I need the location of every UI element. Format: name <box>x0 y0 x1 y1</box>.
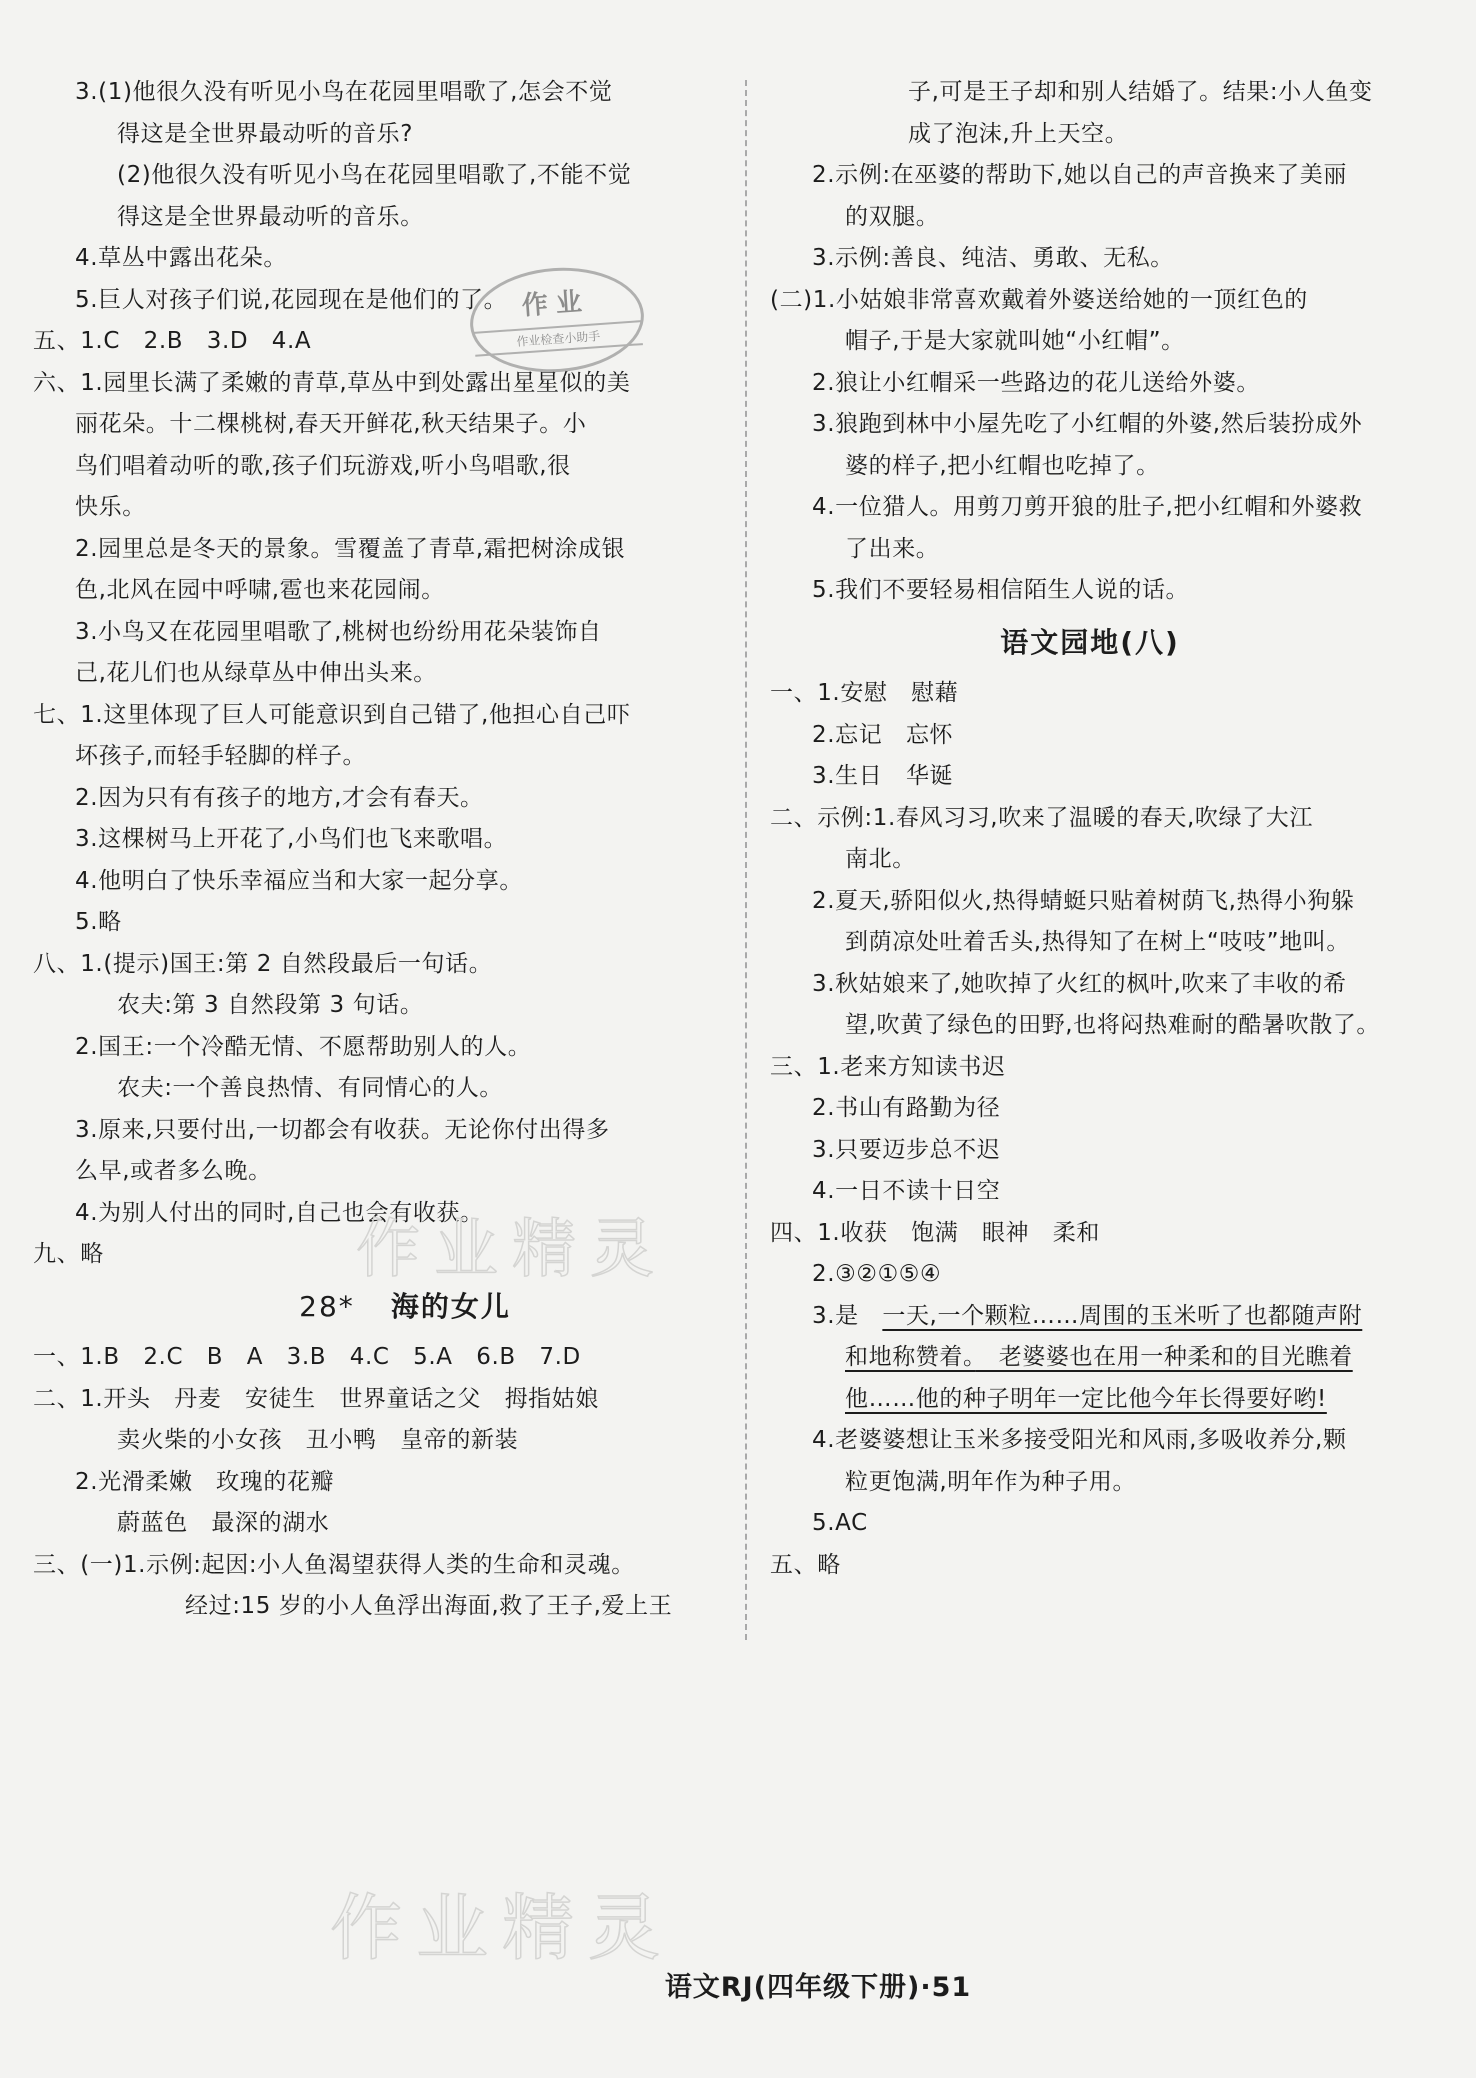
answer-line: 2.狼让小红帽采一些路边的花儿送给外婆。 <box>812 369 1260 396</box>
answer-line: 二、示例:1.春风习习,吹来了温暖的春天,吹绿了大江 <box>770 804 1313 831</box>
answer-line: 2.光滑柔嫩 玫瑰的花瓣 <box>75 1468 335 1495</box>
section-title: 海的女儿 <box>390 1289 511 1323</box>
answer-line: 七、1.这里体现了巨人可能意识到自己错了,他担心自己吓 <box>33 701 631 728</box>
answer-line: 了出来。 <box>845 535 940 562</box>
answer-line: 5.巨人对孩子们说,花园现在是他们的了。 <box>75 286 508 313</box>
answer-line: 2.因为只有有孩子的地方,才会有春天。 <box>75 784 484 811</box>
answer-line: 经过:15 岁的小人鱼浮出海面,救了王子,爱上王 <box>185 1593 673 1619</box>
answer-line: 3.小鸟又在花园里唱歌了,桃树也纷纷用花朵装饰自 <box>75 618 602 645</box>
answer-line: 三、(一)1.示例:起因:小人鱼渴望获得人类的生命和灵魂。 <box>33 1551 635 1578</box>
answer-line: 一、1.B 2.C B A 3.B 4.C 5.A 6.B 7.D <box>33 1344 581 1370</box>
answer-line: 三、1.老来方知读书迟 <box>770 1053 1006 1080</box>
answer-line: 4.老婆婆想让玉米多接受阳光和风雨,多吸收养分,颗 <box>812 1427 1347 1453</box>
answer-line: 3.秋姑娘来了,她吹掉了火红的枫叶,吹来了丰收的希 <box>812 970 1347 997</box>
right-column <box>770 72 1410 1586</box>
section-number: 28* <box>299 1289 355 1323</box>
answer-line: 八、1.(提示)国王:第 2 自然段最后一句话。 <box>33 950 493 977</box>
answer-line: (2)他很久没有听见小鸟在花园里唱歌了,不能不觉 <box>117 162 632 188</box>
answer-line: 到荫凉处吐着舌头,热得知了在树上“吱吱”地叫。 <box>845 929 1350 955</box>
answer-line: 婆的样子,把小红帽也吃掉了。 <box>845 452 1160 479</box>
answer-line: 丽花朵。十二棵桃树,春天开鲜花,秋天结果子。小 <box>75 411 587 437</box>
answer-line: 成了泡沫,升上天空。 <box>908 120 1129 147</box>
answer-line <box>770 1337 1410 1379</box>
underlined-sentence: 他……他的种子明年一定比他今年长得要好哟! <box>845 1385 1327 1412</box>
answer-line: 4.一日不读十日空 <box>812 1178 1001 1204</box>
stamp-title: 作业 <box>520 286 591 322</box>
section-heading-yuwen-yuandi: 语文园地(八) <box>1000 625 1180 659</box>
answer-line: 子,可是王子却和别人结婚了。结果:小人鱼变 <box>908 79 1373 105</box>
answer-line: 粒更饱满,明年作为种子用。 <box>845 1468 1137 1495</box>
answer-line: 五、1.C 2.B 3.D 4.A <box>33 328 312 354</box>
underlined-sentence: 老婆婆也在用一种柔和的目光瞧着 <box>975 1344 1353 1370</box>
answer-line: 二、1.开头 丹麦 安徒生 世界童话之父 拇指姑娘 <box>33 1385 599 1412</box>
answer-line: 色,北风在园中呼啸,雹也来花园闹。 <box>75 577 445 603</box>
answer-line: 2.书山有路勤为径 <box>812 1095 1001 1121</box>
answer-line: 农夫:第 3 自然段第 3 句话。 <box>117 992 424 1018</box>
answer-line: 2.夏天,骄阳似火,热得蜻蜓只贴着树荫飞,热得小狗躲 <box>812 887 1355 914</box>
answer-prefix: 3.是 <box>812 1302 883 1329</box>
answer-line: 的双腿。 <box>845 203 940 230</box>
answer-line: 么早,或者多么晚。 <box>75 1158 272 1184</box>
answer-line: 得这是全世界最动听的音乐。 <box>117 203 424 230</box>
answer-line: 4.一位猎人。用剪刀剪开狼的肚子,把小红帽和外婆救 <box>812 494 1363 520</box>
answer-line: 4.他明白了快乐幸福应当和大家一起分享。 <box>75 867 523 894</box>
answer-line: 3.原来,只要付出,一切都会有收获。无论你付出得多 <box>75 1116 610 1143</box>
answer-line: 九、略 <box>33 1241 104 1267</box>
answer-line: 六、1.园里长满了柔嫩的青草,草丛中到处露出星星似的美 <box>33 369 631 396</box>
answer-line: 卖火柴的小女孩 丑小鸭 皇帝的新装 <box>117 1427 519 1453</box>
answer-line: 5.我们不要轻易相信陌生人说的话。 <box>812 577 1190 603</box>
answer-line: 3.只要迈步总不迟 <box>812 1136 1001 1163</box>
answer-line: (二)1.小姑娘非常喜欢戴着外婆送给她的一顶红色的 <box>770 286 1308 313</box>
answer-line: 3.(1)他很久没有听见小鸟在花园里唱歌了,怎会不觉 <box>75 79 613 105</box>
page-footer: 语文RJ(四年级下册)·51 <box>664 1972 972 2003</box>
answer-line: 2.示例:在巫婆的帮助下,她以自己的声音换来了美丽 <box>812 162 1348 188</box>
answer-line: 农夫:一个善良热情、有同情心的人。 <box>117 1075 503 1101</box>
stamp-subtitle: 作业检查小助手 <box>474 320 643 357</box>
answer-line: 坏孩子,而轻手轻脚的样子。 <box>75 743 367 769</box>
answer-line: 己,花儿们也从绿草丛中伸出头来。 <box>75 660 437 686</box>
answer-line: 蔚蓝色 最深的湖水 <box>117 1510 330 1536</box>
answer-line: 望,吹黄了绿色的田野,也将闷热难耐的酷暑吹散了。 <box>845 1012 1381 1038</box>
answer-line: 2.忘记 忘怀 <box>812 721 954 748</box>
answer-line: 3.生日 华诞 <box>812 763 954 789</box>
answer-line: 2.园里总是冬天的景象。雪覆盖了青草,霜把树涂成银 <box>75 535 626 562</box>
answer-line: 3.示例:善良、纯洁、勇敢、无私。 <box>812 245 1174 271</box>
answer-line: 3.这棵树马上开花了,小鸟们也飞来歌唱。 <box>75 826 508 852</box>
answer-line: 一、1.安慰 慰藉 <box>770 680 959 706</box>
answer-line: 5.略 <box>75 909 122 935</box>
answer-line: 得这是全世界最动听的音乐? <box>117 120 414 147</box>
answer-line: 4.为别人付出的同时,自己也会有收获。 <box>75 1199 484 1226</box>
column-divider <box>745 80 747 1640</box>
answer-line: 4.草丛中露出花朵。 <box>75 245 287 271</box>
answer-line: 2.③②①⑤④ <box>812 1261 942 1287</box>
answer-line: 四、1.收获 饱满 眼神 柔和 <box>770 1219 1100 1246</box>
section-heading-28 <box>75 1286 735 1328</box>
underlined-sentence: 一天,一个颗粒……周围的玉米听了也都随声附 <box>882 1302 1363 1329</box>
answer-line: 2.国王:一个冷酷无情、不愿帮助别人的人。 <box>75 1033 532 1060</box>
answer-line: 五、略 <box>770 1551 841 1578</box>
answer-line: 快乐。 <box>75 494 146 520</box>
answer-line: 鸟们唱着动听的歌,孩子们玩游戏,听小鸟唱歌,很 <box>75 452 571 479</box>
answer-line: 5.AC <box>812 1510 868 1536</box>
answer-line: 南北。 <box>845 846 916 872</box>
answer-line: 帽子,于是大家就叫她“小红帽”。 <box>845 328 1185 354</box>
answer-line: 3.狼跑到林中小屋先吃了小红帽的外婆,然后装扮成外 <box>812 411 1363 437</box>
underlined-sentence: 和地称赞着。 <box>845 1344 976 1370</box>
watermark: 作业精灵 <box>356 1213 668 1287</box>
answer-line <box>770 1379 1410 1421</box>
answer-line <box>770 1296 1410 1338</box>
watermark: 作业精灵 <box>330 1886 675 1970</box>
